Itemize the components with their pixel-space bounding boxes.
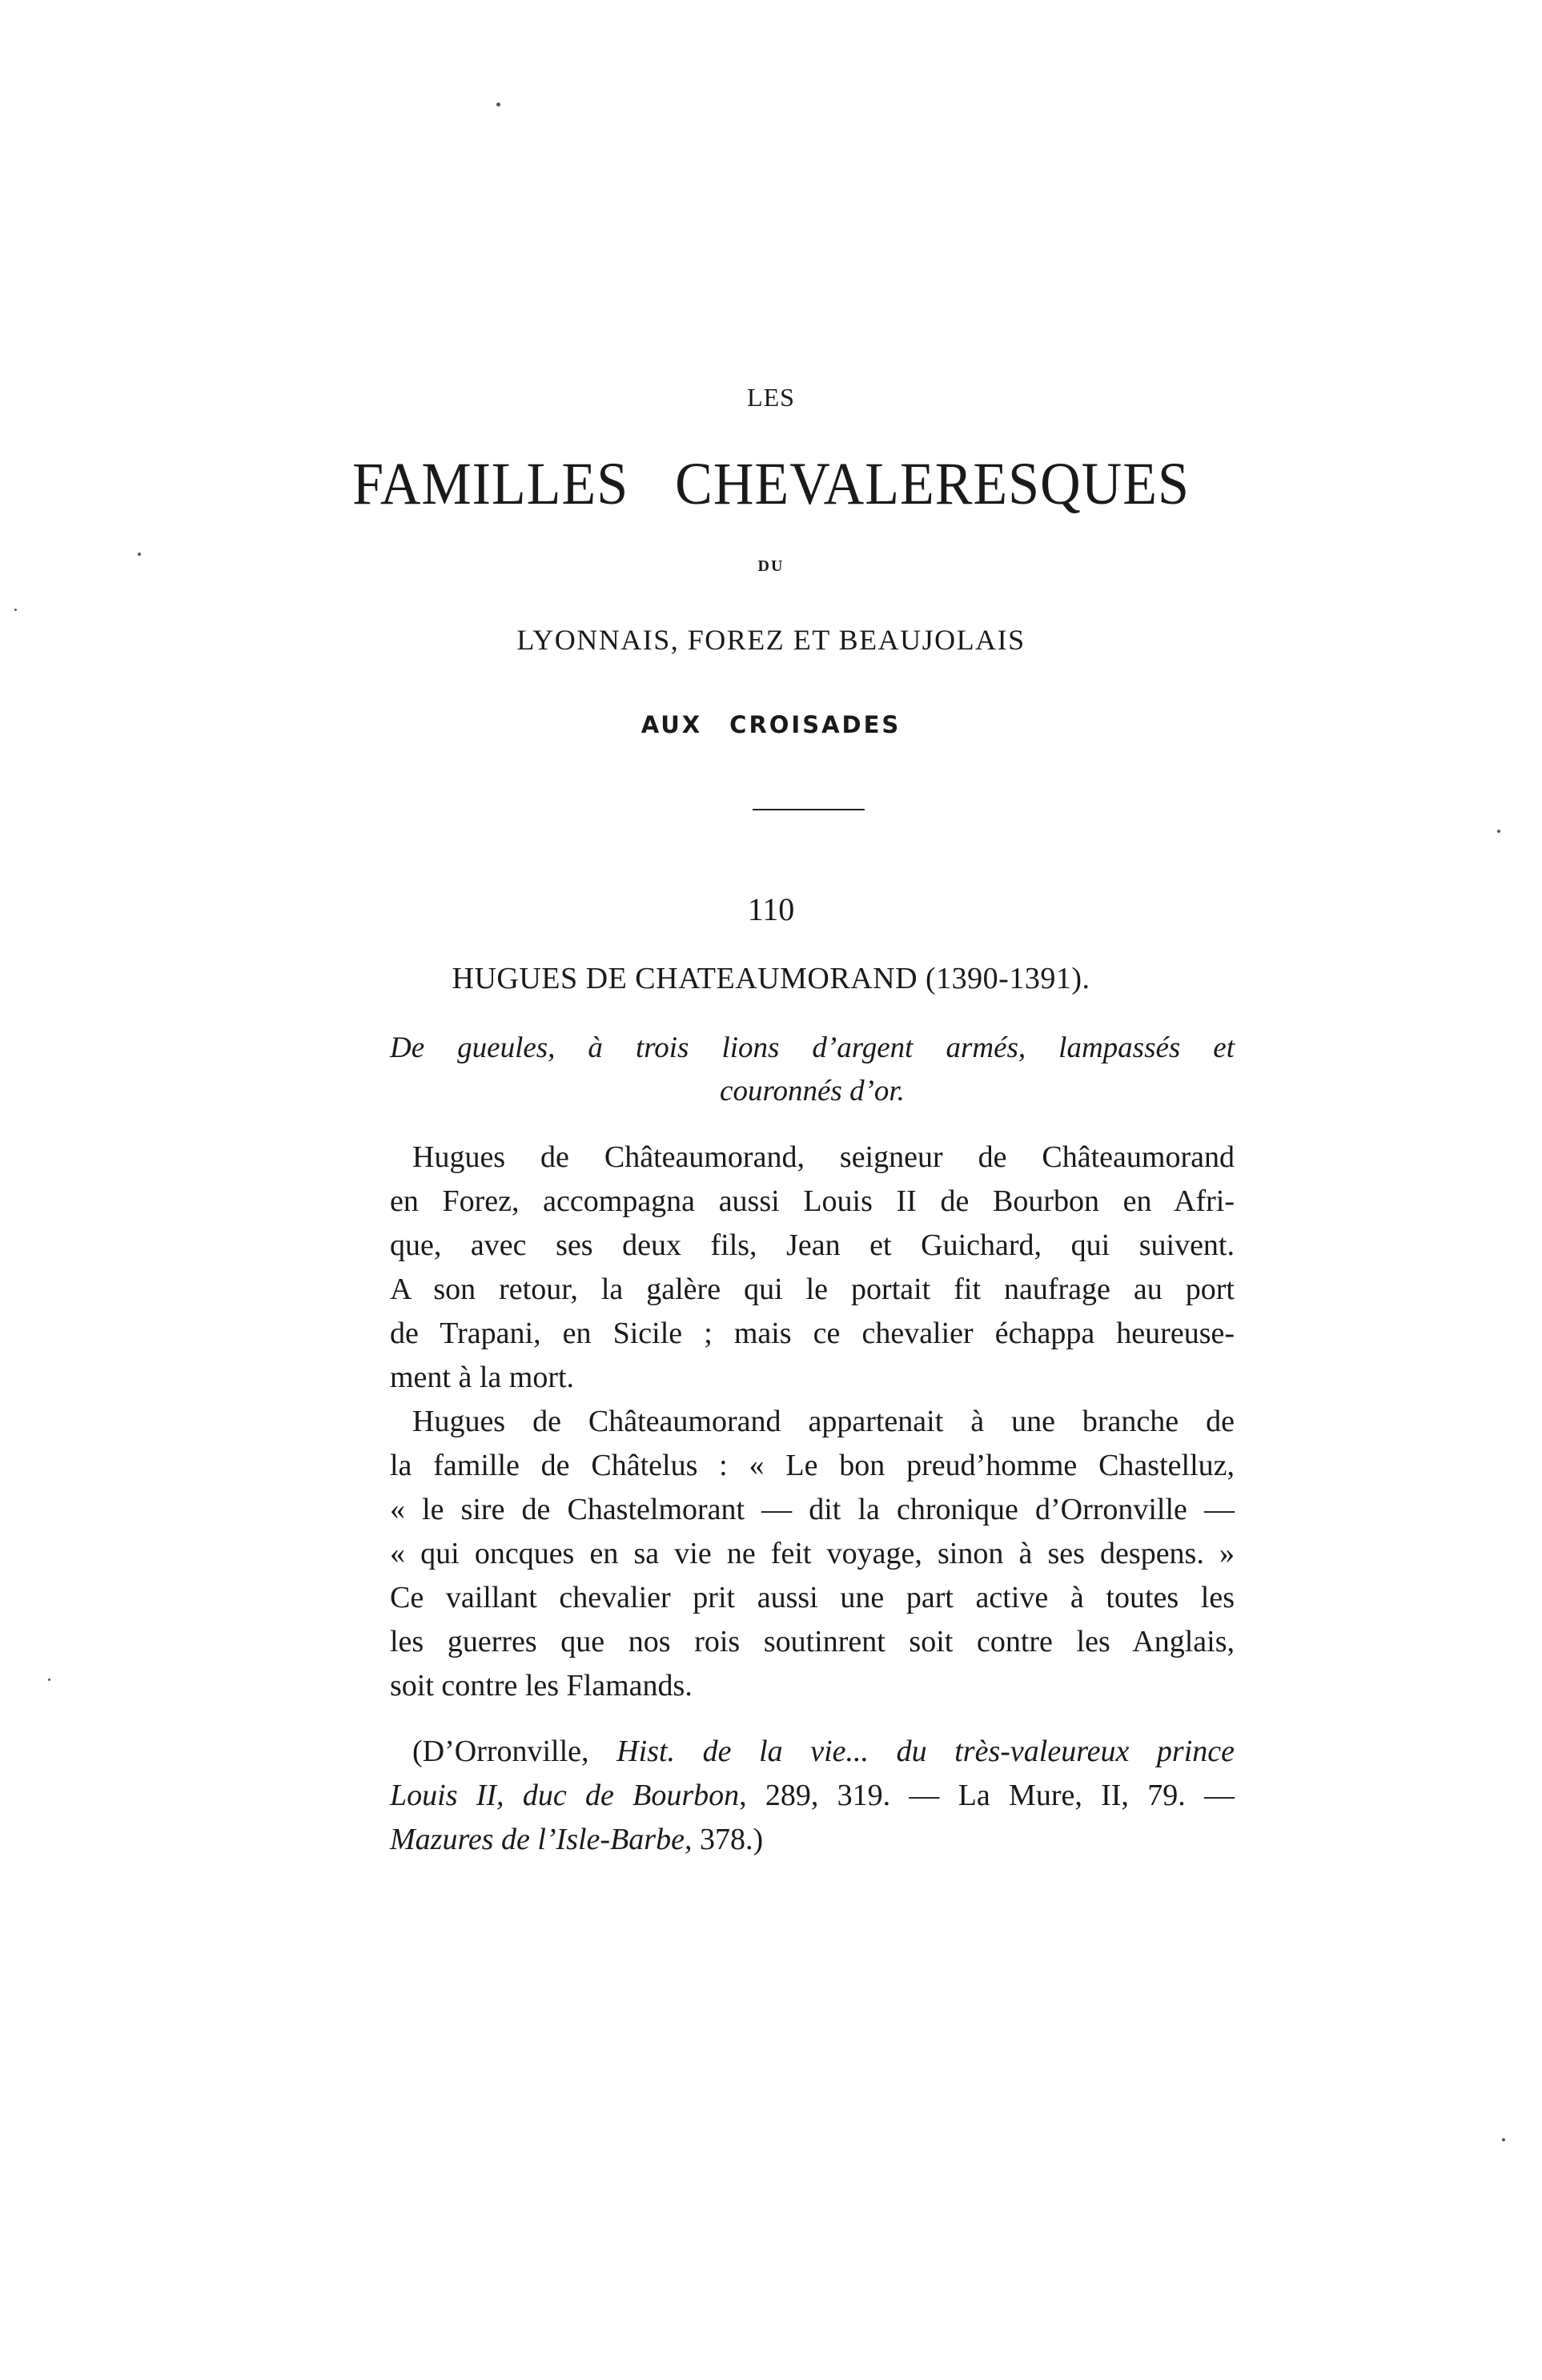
citation-line: [390, 1730, 1235, 1774]
text-line: de Trapani, en Sicile ; mais ce chevalier échappa heureuse-: [390, 1317, 1235, 1350]
citation: [390, 1730, 1235, 1862]
section-title-word-2: CROISADES: [729, 711, 902, 738]
divider-rule: [753, 809, 865, 810]
blazon: [390, 1027, 1235, 1113]
blazon-line: couronnés d’or.: [720, 1075, 905, 1108]
text-line: que, avec ses deux fils, Jean et Guichard, qui suivent.: [390, 1228, 1235, 1262]
section-title-word-1: AUX: [640, 711, 703, 738]
citation-work-title: Hist. de la vie... du très-valeureux prince: [616, 1735, 1235, 1768]
text-line: les guerres que nos rois soutinrent soit contre les Anglais,: [390, 1625, 1235, 1658]
scan-speck: [1502, 2138, 1505, 2141]
paragraph-1: [390, 1136, 1235, 1400]
citation-work-title: Mazures de l’Isle-Barbe,: [390, 1823, 693, 1856]
main-title-word-1: FAMILLES: [352, 450, 629, 518]
blazon-line: De gueules, à trois lions d’argent armés, lampassés et: [390, 1031, 1235, 1064]
main-title-word-2: CHEVALERESQUES: [675, 450, 1190, 518]
title-connector: DU: [757, 557, 785, 575]
text-line: Hugues de Châteaumorand appartenait à une branche de: [412, 1405, 1235, 1438]
main-title: [0, 450, 1542, 519]
text-line: « le sire de Chastelmorant — dit la chronique d’Orronville —: [390, 1493, 1235, 1526]
series-prefix: LES: [747, 383, 795, 412]
scan-speck: [48, 1678, 50, 1681]
scan-speck: [14, 609, 17, 611]
citation-part: , 289, 319. — La Mure, II, 79. —: [739, 1779, 1235, 1812]
citation-part: (D’Orronville,: [412, 1735, 617, 1768]
section-title: [0, 711, 1542, 738]
citation-work-title: Louis II, duc de Bourbon: [390, 1779, 740, 1812]
text-line: la famille de Châtelus : « Le bon preud’homme Chastelluz,: [390, 1449, 1235, 1482]
text-line: soit contre les Flamands.: [390, 1669, 693, 1703]
paragraph-2: [390, 1400, 1235, 1708]
text-line: A son retour, la galère qui le portait fit naufrage au port: [390, 1272, 1235, 1306]
text-line: Ce vaillant chevalier prit aussi une part active à toutes les: [390, 1581, 1235, 1614]
scan-speck: [496, 103, 500, 107]
citation-part: 378.): [692, 1823, 764, 1856]
scan-speck: [1497, 830, 1500, 833]
text-line: en Forez, accompagna aussi Louis II de Bourbon en Afri-: [390, 1184, 1235, 1218]
entry-heading: HUGUES DE CHATEAUMORAND (1390-1391).: [452, 962, 1090, 995]
text-line: Hugues de Châteaumorand, seigneur de Châteaumorand: [412, 1140, 1235, 1174]
entry-number: 110: [747, 891, 795, 927]
subtitle: LYONNAIS, FOREZ ET BEAUJOLAIS: [516, 624, 1026, 656]
citation-line: [390, 1774, 1235, 1818]
citation-line: [390, 1818, 1235, 1862]
text-line: ment à la mort.: [390, 1361, 575, 1394]
text-line: « qui oncques en sa vie ne feit voyage, sinon à ses despens. »: [390, 1537, 1235, 1570]
scan-speck: [138, 553, 141, 556]
